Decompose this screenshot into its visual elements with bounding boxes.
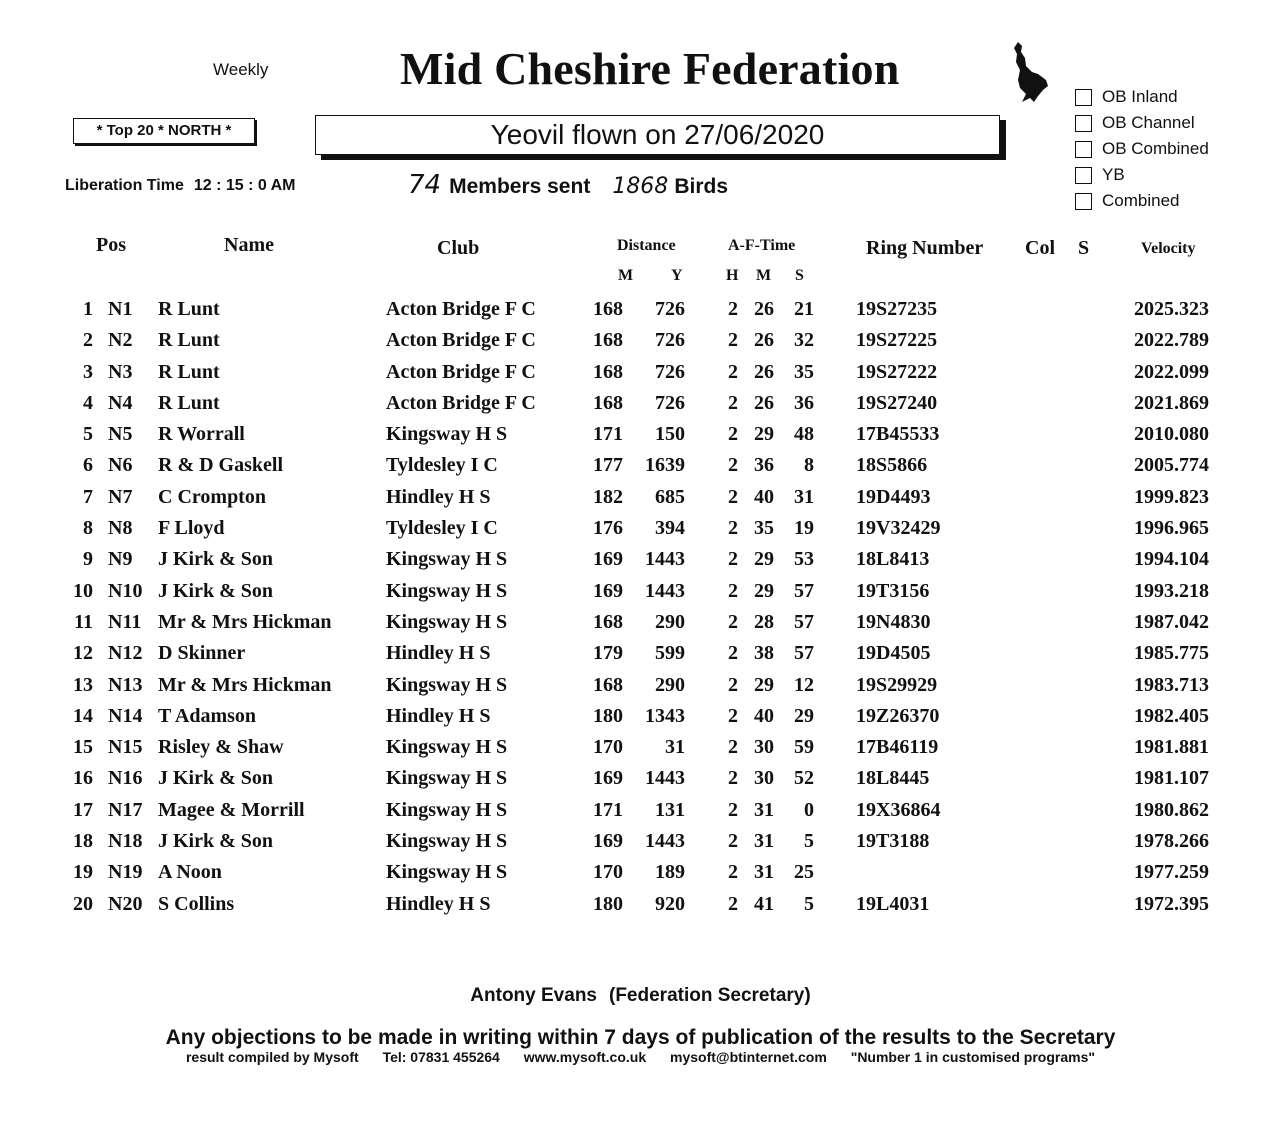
row-distance-miles: 170: [593, 861, 623, 884]
row-club: Hindley H S: [386, 485, 491, 508]
row-member-name: T Adamson: [158, 704, 257, 727]
row-ring-number: 18L8445: [856, 767, 930, 790]
row-member-name: C Crompton: [158, 485, 266, 508]
row-position: 9: [83, 548, 93, 571]
row-distance-miles: 168: [593, 610, 623, 633]
row-club: Hindley H S: [386, 642, 491, 665]
row-distance-yards: 290: [655, 610, 685, 633]
objections-notice: Any objections to be made in writing within 7 days of publication of the results to the Secretary: [165, 1026, 1116, 1049]
row-member-name: R Lunt: [158, 360, 220, 383]
row-time-minutes: 31: [754, 798, 774, 821]
row-section-code: N8: [108, 517, 133, 540]
row-time-minutes: 26: [754, 298, 774, 320]
row-distance-yards: 31: [665, 736, 685, 759]
category-ob-inland[interactable]: [1075, 84, 1209, 110]
row-time-minutes: 30: [754, 767, 774, 790]
row-position: 1: [83, 298, 93, 320]
row-ring-number: 19T3156: [856, 579, 930, 602]
row-ring-number: 19N4830: [856, 610, 931, 633]
row-time-seconds: 57: [794, 610, 814, 633]
row-time-seconds: 31: [794, 485, 814, 508]
row-member-name: J Kirk & Son: [158, 579, 274, 602]
credits-email: mysoft@btinternet.com: [670, 1049, 827, 1065]
row-position: 7: [83, 485, 93, 508]
category-checkboxes: [1075, 84, 1209, 214]
birds-label: Birds: [674, 175, 728, 198]
row-time-minutes: 29: [754, 423, 774, 446]
row-ring-number: 18L8413: [856, 548, 930, 571]
col-header-ring-number: Ring Number: [866, 237, 984, 259]
row-distance-miles: 179: [593, 642, 623, 665]
row-member-name: J Kirk & Son: [158, 548, 274, 571]
row-time-seconds: 36: [794, 391, 814, 414]
credits-line: [0, 1049, 1281, 1065]
row-distance-miles: 169: [593, 579, 623, 602]
row-time-seconds: 19: [794, 517, 814, 540]
row-distance-yards: 189: [655, 861, 685, 884]
row-distance-miles: 171: [593, 798, 623, 821]
row-club: Kingsway H S: [386, 423, 508, 446]
row-distance-miles: 168: [593, 360, 623, 383]
results-table: [0, 296, 1281, 922]
table-row: [0, 515, 1281, 546]
row-section-code: N19: [108, 861, 143, 884]
table-row: [0, 421, 1281, 452]
row-time-hours: 2: [728, 767, 738, 790]
row-member-name: R Lunt: [158, 298, 220, 320]
row-member-name: R Lunt: [158, 329, 220, 352]
table-row: [0, 484, 1281, 515]
row-section-code: N14: [108, 704, 143, 727]
row-time-seconds: 29: [794, 704, 814, 727]
row-position: 18: [73, 830, 93, 853]
row-velocity: 2022.099: [1134, 360, 1209, 383]
row-time-hours: 2: [728, 423, 738, 446]
row-time-hours: 2: [728, 704, 738, 727]
row-velocity: 2022.789: [1134, 329, 1209, 352]
col-header-club: Club: [437, 237, 480, 259]
row-section-code: N2: [108, 329, 133, 352]
row-section-code: N20: [108, 892, 143, 915]
row-ring-number: 19Z26370: [856, 704, 940, 727]
row-section-code: N3: [108, 360, 133, 383]
category-label: OB Channel: [1102, 113, 1195, 132]
row-ring-number: 19V32429: [856, 517, 941, 540]
checkbox-icon[interactable]: [1075, 193, 1092, 210]
row-club: Kingsway H S: [386, 830, 508, 853]
row-distance-yards: 599: [655, 642, 685, 665]
row-position: 13: [73, 673, 93, 696]
table-row: [0, 546, 1281, 577]
row-member-name: J Kirk & Son: [158, 830, 274, 853]
row-velocity: 2010.080: [1134, 423, 1209, 446]
row-time-hours: 2: [728, 830, 738, 853]
category-combined[interactable]: [1075, 188, 1209, 214]
category-label: YB: [1102, 165, 1125, 184]
row-section-code: N18: [108, 830, 143, 853]
col-header-minutes: M: [756, 267, 772, 284]
row-member-name: Risley & Shaw: [158, 736, 284, 759]
row-section-code: N4: [108, 391, 133, 414]
row-club: Acton Bridge F C: [386, 329, 536, 352]
frequency-label: Weekly: [213, 60, 269, 79]
row-distance-yards: 685: [655, 485, 685, 508]
row-time-minutes: 26: [754, 329, 774, 352]
row-club: Hindley H S: [386, 892, 491, 915]
row-section-code: N11: [108, 610, 142, 633]
row-club: Tyldesley I C: [386, 517, 498, 540]
row-position: 2: [83, 329, 93, 352]
row-position: 14: [73, 704, 93, 727]
table-row: [0, 390, 1281, 421]
row-velocity: 1972.395: [1134, 892, 1209, 915]
row-time-minutes: 36: [754, 454, 774, 477]
table-row: [0, 452, 1281, 483]
row-section-code: N6: [108, 454, 133, 477]
members-count: 74: [408, 170, 442, 200]
row-distance-yards: 726: [655, 298, 685, 320]
row-time-hours: 2: [728, 548, 738, 571]
table-row: [0, 359, 1281, 390]
row-velocity: 1985.775: [1134, 642, 1209, 665]
table-row: [0, 672, 1281, 703]
row-club: Kingsway H S: [386, 861, 508, 884]
row-ring-number: 19S27225: [856, 329, 938, 352]
table-row: [0, 327, 1281, 358]
col-header-distance-miles: M: [618, 267, 634, 284]
row-distance-miles: 180: [593, 704, 623, 727]
row-distance-miles: 182: [593, 485, 623, 508]
row-distance-miles: 169: [593, 548, 623, 571]
row-member-name: R & D Gaskell: [158, 454, 283, 477]
row-distance-yards: 1443: [645, 548, 685, 571]
table-row: [0, 828, 1281, 859]
col-header-distance: Distance: [617, 237, 676, 254]
row-distance-yards: 920: [655, 892, 685, 915]
checkbox-icon[interactable]: [1075, 167, 1092, 184]
row-time-hours: 2: [728, 579, 738, 602]
row-ring-number: 19T3188: [856, 830, 930, 853]
row-position: 15: [73, 736, 93, 759]
row-time-hours: 2: [728, 642, 738, 665]
credits-compiled: result compiled by Mysoft: [185, 1049, 359, 1065]
members-label: Members sent: [449, 175, 591, 198]
row-time-seconds: 35: [794, 360, 814, 383]
row-velocity: 1999.823: [1134, 485, 1209, 508]
checkbox-icon[interactable]: [1075, 115, 1092, 132]
category-ob-channel[interactable]: [1075, 110, 1209, 136]
row-distance-miles: 169: [593, 767, 623, 790]
row-distance-yards: 726: [655, 360, 685, 383]
row-member-name: F Lloyd: [158, 517, 225, 540]
pigeon-silhouette-icon: [1008, 40, 1050, 104]
secretary-line: [0, 985, 1281, 1007]
row-distance-miles: 180: [593, 892, 623, 915]
row-velocity: 2025.323: [1134, 298, 1209, 320]
row-club: Kingsway H S: [386, 767, 508, 790]
category-ob-combined[interactable]: [1075, 136, 1209, 162]
row-member-name: Magee & Morrill: [158, 798, 305, 821]
col-header-distance-yards: Y: [671, 267, 683, 284]
col-header-col: Col: [1025, 237, 1055, 259]
row-distance-yards: 1639: [645, 454, 685, 477]
row-distance-yards: 290: [655, 673, 685, 696]
category-yb[interactable]: [1075, 162, 1209, 188]
row-club: Acton Bridge F C: [386, 298, 536, 320]
row-distance-miles: 170: [593, 736, 623, 759]
row-member-name: R Lunt: [158, 391, 220, 414]
row-position: 5: [83, 423, 93, 446]
row-distance-miles: 177: [593, 454, 623, 477]
row-velocity: 1980.862: [1134, 798, 1209, 821]
row-time-seconds: 59: [794, 736, 814, 759]
row-time-minutes: 35: [754, 517, 774, 540]
row-distance-yards: 726: [655, 329, 685, 352]
row-time-minutes: 38: [754, 642, 774, 665]
row-time-hours: 2: [728, 329, 738, 352]
row-distance-miles: 168: [593, 329, 623, 352]
birds-count: 1868: [612, 174, 669, 199]
row-time-minutes: 29: [754, 579, 774, 602]
table-row: [0, 859, 1281, 890]
row-time-hours: 2: [728, 391, 738, 414]
row-position: 19: [73, 861, 93, 884]
row-section-code: N9: [108, 548, 133, 571]
row-distance-miles: 169: [593, 830, 623, 853]
row-time-hours: 2: [728, 454, 738, 477]
row-club: Kingsway H S: [386, 736, 508, 759]
row-time-hours: 2: [728, 798, 738, 821]
row-position: 8: [83, 517, 93, 540]
liberation-value: 12 : 15 : 0 AM: [193, 177, 296, 194]
row-velocity: 2005.774: [1134, 454, 1209, 477]
row-distance-yards: 394: [655, 517, 685, 540]
row-time-minutes: 40: [754, 485, 774, 508]
row-time-hours: 2: [728, 485, 738, 508]
row-time-seconds: 21: [794, 298, 814, 320]
liberation-label: Liberation Time: [65, 177, 184, 194]
checkbox-icon[interactable]: [1075, 89, 1092, 106]
row-section-code: N15: [108, 736, 143, 759]
table-row: [0, 609, 1281, 640]
row-ring-number: 19S27235: [856, 298, 938, 320]
table-row: [0, 296, 1281, 327]
row-time-minutes: 28: [754, 610, 774, 633]
row-time-seconds: 48: [794, 423, 814, 446]
row-ring-number: 17B45533: [856, 423, 940, 446]
row-velocity: 1978.266: [1134, 830, 1209, 853]
race-title: Yeovil flown on 27/06/2020: [315, 115, 1000, 155]
row-velocity: 1993.218: [1134, 579, 1209, 602]
category-label: OB Inland: [1102, 87, 1178, 106]
row-velocity: 1982.405: [1134, 704, 1209, 727]
row-time-hours: 2: [728, 610, 738, 633]
row-time-seconds: 0: [804, 798, 814, 821]
row-section-code: N13: [108, 673, 143, 696]
row-club: Kingsway H S: [386, 610, 508, 633]
row-distance-yards: 1443: [645, 579, 685, 602]
row-ring-number: 18S5866: [856, 454, 928, 477]
credits-website: www.mysoft.co.uk: [523, 1049, 647, 1065]
row-time-minutes: 29: [754, 548, 774, 571]
section-badge: * Top 20 * NORTH *: [73, 118, 255, 144]
credits-phone: Tel: 07831 455264: [382, 1049, 500, 1065]
row-ring-number: 19S29929: [856, 673, 938, 696]
row-member-name: D Skinner: [158, 642, 246, 665]
row-distance-yards: 1443: [645, 830, 685, 853]
col-header-aftime: A-F-Time: [728, 237, 796, 254]
row-club: Kingsway H S: [386, 673, 508, 696]
row-time-hours: 2: [728, 298, 738, 320]
row-velocity: 1983.713: [1134, 673, 1209, 696]
row-time-seconds: 12: [794, 673, 814, 696]
category-label: OB Combined: [1102, 139, 1209, 158]
row-position: 6: [83, 454, 93, 477]
entry-summary: [408, 170, 728, 200]
row-member-name: S Collins: [158, 892, 235, 915]
col-header-pos: Pos: [96, 234, 126, 256]
row-time-seconds: 5: [804, 830, 814, 853]
row-time-hours: 2: [728, 517, 738, 540]
row-position: 17: [73, 798, 93, 821]
row-distance-yards: 150: [655, 423, 685, 446]
credits-slogan: "Number 1 in customised programs": [850, 1049, 1096, 1065]
row-distance-miles: 168: [593, 391, 623, 414]
table-row: [0, 640, 1281, 671]
row-velocity: 1994.104: [1134, 548, 1209, 571]
row-time-seconds: 52: [794, 767, 814, 790]
col-header-velocity: Velocity: [1141, 240, 1196, 257]
row-section-code: N10: [108, 579, 143, 602]
row-member-name: Mr & Mrs Hickman: [158, 673, 332, 696]
row-club: Kingsway H S: [386, 798, 508, 821]
row-club: Kingsway H S: [386, 548, 508, 571]
row-time-minutes: 26: [754, 360, 774, 383]
row-club: Acton Bridge F C: [386, 360, 536, 383]
col-header-s: S: [1078, 237, 1090, 259]
col-header-name: Name: [224, 234, 274, 256]
row-section-code: N17: [108, 798, 143, 821]
row-club: Kingsway H S: [386, 579, 508, 602]
row-member-name: A Noon: [158, 861, 222, 884]
row-velocity: 1987.042: [1134, 610, 1209, 633]
row-distance-miles: 171: [593, 423, 623, 446]
row-time-seconds: 5: [804, 892, 814, 915]
row-distance-yards: 726: [655, 391, 685, 414]
row-member-name: Mr & Mrs Hickman: [158, 610, 332, 633]
row-time-seconds: 8: [804, 454, 814, 477]
row-position: 10: [73, 579, 93, 602]
row-time-seconds: 57: [794, 579, 814, 602]
row-position: 11: [74, 610, 93, 633]
col-header-seconds: S: [795, 267, 804, 284]
row-distance-miles: 168: [593, 298, 623, 320]
row-member-name: R Worrall: [158, 423, 245, 446]
row-velocity: 1996.965: [1134, 517, 1209, 540]
row-time-minutes: 31: [754, 861, 774, 884]
row-time-minutes: 31: [754, 830, 774, 853]
row-time-hours: 2: [728, 861, 738, 884]
table-row: [0, 734, 1281, 765]
row-time-seconds: 25: [794, 861, 814, 884]
row-section-code: N1: [108, 298, 133, 320]
row-ring-number: 19S27240: [856, 391, 938, 414]
checkbox-icon[interactable]: [1075, 141, 1092, 158]
table-row: [0, 703, 1281, 734]
row-position: 4: [83, 391, 93, 414]
row-time-seconds: 53: [794, 548, 814, 571]
row-section-code: N7: [108, 485, 133, 508]
row-ring-number: 19D4493: [856, 485, 931, 508]
row-time-minutes: 29: [754, 673, 774, 696]
row-ring-number: 17B46119: [856, 736, 939, 759]
row-position: 12: [73, 642, 93, 665]
row-distance-miles: 168: [593, 673, 623, 696]
table-row: [0, 765, 1281, 796]
row-time-hours: 2: [728, 673, 738, 696]
row-time-seconds: 57: [794, 642, 814, 665]
row-time-minutes: 30: [754, 736, 774, 759]
row-time-hours: 2: [728, 892, 738, 915]
row-club: Acton Bridge F C: [386, 391, 536, 414]
row-position: 20: [73, 892, 93, 915]
table-row: [0, 797, 1281, 828]
row-velocity: 1981.881: [1134, 736, 1209, 759]
row-position: 3: [83, 360, 93, 383]
page-title: Mid Cheshire Federation: [400, 43, 900, 94]
row-distance-yards: 1343: [645, 704, 685, 727]
row-section-code: N12: [108, 642, 143, 665]
table-row: [0, 578, 1281, 609]
secretary-role: (Federation Secretary): [609, 985, 811, 1006]
row-velocity: 2021.869: [1134, 391, 1209, 414]
col-header-hours: H: [726, 267, 739, 284]
row-ring-number: 19D4505: [856, 642, 931, 665]
row-section-code: N16: [108, 767, 143, 790]
row-section-code: N5: [108, 423, 133, 446]
category-label: Combined: [1102, 191, 1180, 210]
row-distance-yards: 131: [655, 798, 685, 821]
row-velocity: 1977.259: [1134, 861, 1209, 884]
row-time-minutes: 26: [754, 391, 774, 414]
liberation-time: [65, 177, 296, 195]
row-time-hours: 2: [728, 736, 738, 759]
row-club: Hindley H S: [386, 704, 491, 727]
row-time-minutes: 41: [754, 892, 774, 915]
row-position: 16: [73, 767, 93, 790]
secretary-name: Antony Evans: [470, 985, 597, 1006]
row-member-name: J Kirk & Son: [158, 767, 274, 790]
row-velocity: 1981.107: [1134, 767, 1209, 790]
table-row: [0, 891, 1281, 922]
row-distance-miles: 176: [593, 517, 623, 540]
row-ring-number: 19X36864: [856, 798, 941, 821]
row-time-seconds: 32: [794, 329, 814, 352]
row-ring-number: 19S27222: [856, 360, 938, 383]
row-time-minutes: 40: [754, 704, 774, 727]
row-ring-number: 19L4031: [856, 892, 930, 915]
row-time-hours: 2: [728, 360, 738, 383]
row-distance-yards: 1443: [645, 767, 685, 790]
row-club: Tyldesley I C: [386, 454, 498, 477]
